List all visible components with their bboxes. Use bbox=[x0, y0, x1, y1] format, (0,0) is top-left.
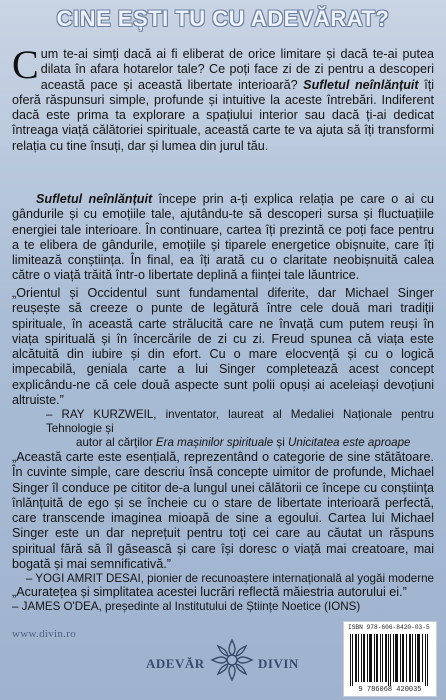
intro-p1-text-b: îți oferă răspunsuri simple, profunde și intuitive la aceste întrebări. Indiferent dacă este prima ta explorare a spațiului interior sau dacă ți-ai dedicat întreaga viață călătoriei spirituale, această carte te va ajuta să îți transformi relația cu tine însuți, dar și lumea din jurul tău. bbox=[12, 77, 434, 153]
quote-text: „Orientul și Occidentul sunt fundamental diferite, dar Michael Singer reușește să creeze o punte de legătură între cele două mari tradiții spirituale, în această carte strălucită care ne învață cum putem reuși în viața spirituală și în încercările de zi cu zi. Freud spunea că viața este alcătuită din iubire și din efort. Cu o mare elocvență și cu o logică impecabilă, geniala carte a lui Singer completează acest concept explicându-ne că cele două aspecte sunt polii opuși ai aceleiași devoțiuni altruiste.” bbox=[12, 286, 434, 408]
endorsement-quote bbox=[12, 286, 434, 450]
intro-p1-text-a: um te-ai simți dacă ai fi eliberat de orice limitare și dacă te-ai putea dilata în afara hotarelor tale? Ce poți face zi de zi pentru a descoperi această pace și această libertate interioară? bbox=[40, 47, 434, 92]
book-title-inline: Sufletul neînlănțuit bbox=[303, 77, 419, 92]
logo-word-right: DIVIN bbox=[258, 656, 299, 671]
drop-cap: C bbox=[12, 42, 39, 87]
intro-paragraph-1 bbox=[12, 42, 434, 154]
endorsement-quote bbox=[12, 450, 434, 586]
logo-word-left: ADEVĂR bbox=[146, 656, 205, 671]
publisher-website: www.divin.ro bbox=[12, 628, 76, 640]
barcode-icon bbox=[348, 634, 432, 686]
isbn-barcode bbox=[343, 621, 437, 697]
book-title-inline: Sufletul neînlănțuit bbox=[36, 192, 153, 206]
quote-attribution: – JAMES O'DEA, președinte al Institutului de Științe Noetice (IONS) bbox=[12, 600, 361, 614]
quote-text: „Acuratețea și simplitatea acestei lucrări reflectă măiestria autorului ei.” bbox=[12, 585, 407, 599]
publisher-logo bbox=[132, 632, 314, 688]
quote-attribution: – YOGI AMRIT DESAI, pionier de recunoaștere internațională al yogăi moderne bbox=[25, 572, 434, 586]
quote-attribution: – RAY KURZWEIL, inventator, laureat al Medaliei Naționale pentru Tehnologie și autor al cărților Era mașinilor spirituale și Unicitatea este aproape bbox=[46, 408, 434, 450]
quote-text: „Această carte este esențială, reprezentând o categorie de sine stătătoare. În cuvinte simple, care descriu însă concepte uimitor de profunde, Michael Singer îl conduce pe cititor de-a lungul unei călătorii ce începe cu conștiința înlănțuită de ego și se încheie cu o stare de libertate interioară perfectă, care transcende imaginea mioapă de sine a egoului. Cartea lui Michael Singer este un dar neprețuit pentru toți cei care au căutat un răspuns spiritual fără să îl găsească și care își doresc o viață mai creatoare, mai bogată și mai semnificativă.” bbox=[12, 450, 434, 572]
endorsement-quote bbox=[12, 585, 434, 614]
intro-p2-text: începe prin a-ți explica relația pe care o ai cu gândurile și cu emoțiile tale, ajutându-te să descoperi sursa și fluctuațiile energiei tale interioare. În continuare, cartea îți prezintă ce poți face pentru a te elibera de gândurile, emoțiile și tiparele energetice obișnuite, care îți limitează conștiința. În final, ea îți arată cu o claritate neobișnuită calea către o viață trăită într-o libertate deplină a ființei tale lăuntrice. bbox=[12, 192, 435, 283]
cover-title: CINE EȘTI TU CU ADEVĂRAT? bbox=[56, 6, 390, 31]
isbn-text: ISBN 978-606-8420-03-5 bbox=[348, 624, 430, 631]
lotus-emblem-icon bbox=[210, 638, 254, 682]
intro-paragraph-2 bbox=[12, 192, 434, 284]
isbn-digits: 9 786068 420035 bbox=[358, 686, 422, 694]
